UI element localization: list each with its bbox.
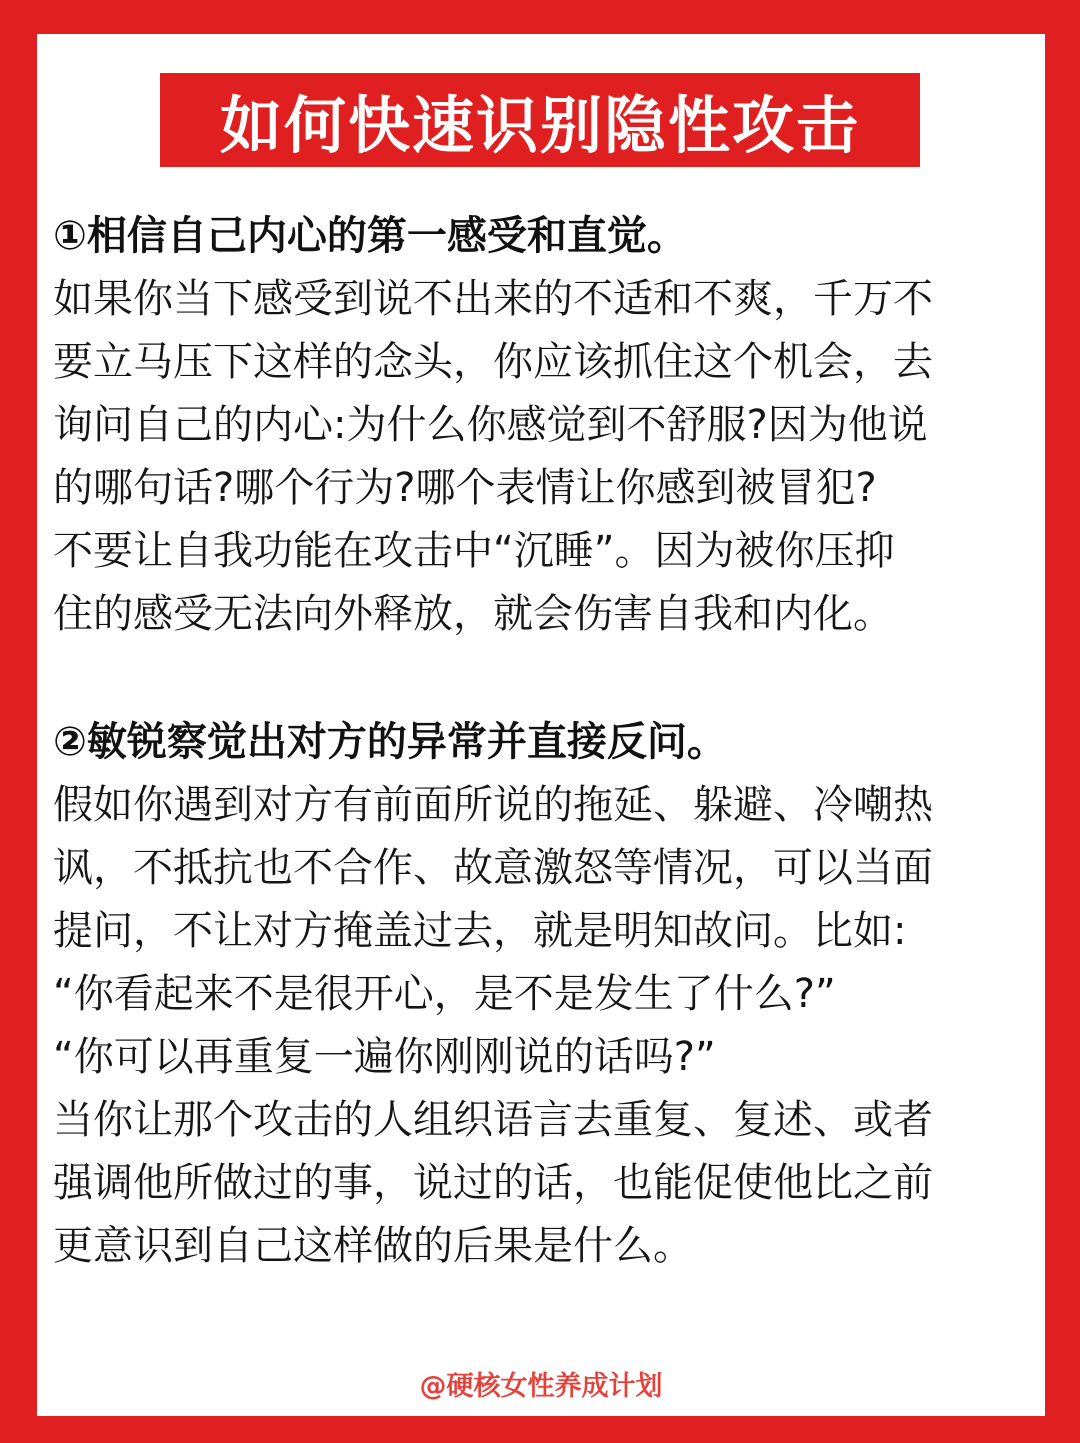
section-2 (53, 710, 1033, 1278)
content-card (37, 34, 1045, 1416)
section-heading: ②敏锐察觉出对方的异常并直接反问。 (53, 719, 727, 765)
paragraph-line: 如果你当下感受到说不出来的不适和不爽，千万不 (53, 276, 933, 322)
article-body (53, 204, 1033, 1278)
paragraph-line: 不要让自我功能在攻击中“沉睡”。因为被你压抑 (53, 528, 895, 574)
watermark-mark (1000, 1394, 1038, 1410)
paragraph-line: 提问，不让对方掩盖过去，就是明知故问。比如: (53, 908, 907, 954)
paragraph-line: 强调他所做过的事，说过的话，也能促使他比之前 (53, 1160, 933, 1206)
page-title: 如何快速识别隐性攻击 (219, 88, 860, 162)
paragraph-line: 询问自己的内心:为什么你感觉到不舒服?因为他说 (53, 402, 928, 448)
paragraph-line: 更意识到自己这样做的后果是什么。 (53, 1223, 693, 1269)
section-spacer (53, 646, 1033, 710)
title-banner (160, 73, 920, 167)
paragraph-line: 住的感受无法向外释放，就会伤害自我和内化。 (53, 591, 893, 637)
paragraph-line: “你看起来不是很开心，是不是发生了什么?” (53, 971, 836, 1017)
paragraph-line: 当你让那个攻击的人组织语言去重复、复述、或者 (53, 1097, 933, 1143)
section-heading: ①相信自己内心的第一感受和直觉。 (53, 213, 687, 259)
paragraph-line: 讽，不抵抗也不合作、故意激怒等情况，可以当面 (53, 845, 933, 891)
paragraph-line: “你可以再重复一遍你刚刚说的话吗?” (53, 1034, 716, 1080)
author-handle: @硬核女性养成计划 (419, 1371, 663, 1402)
paragraph-line: 假如你遇到对方有前面所说的拖延、躲避、冷嘲热 (53, 782, 933, 828)
section-1 (53, 204, 1033, 646)
paragraph-line: 的哪句话?哪个行为?哪个表情让你感到被冒犯? (53, 465, 877, 511)
paragraph-line: 要立马压下这样的念头，你应该抓住这个机会，去 (53, 339, 933, 385)
